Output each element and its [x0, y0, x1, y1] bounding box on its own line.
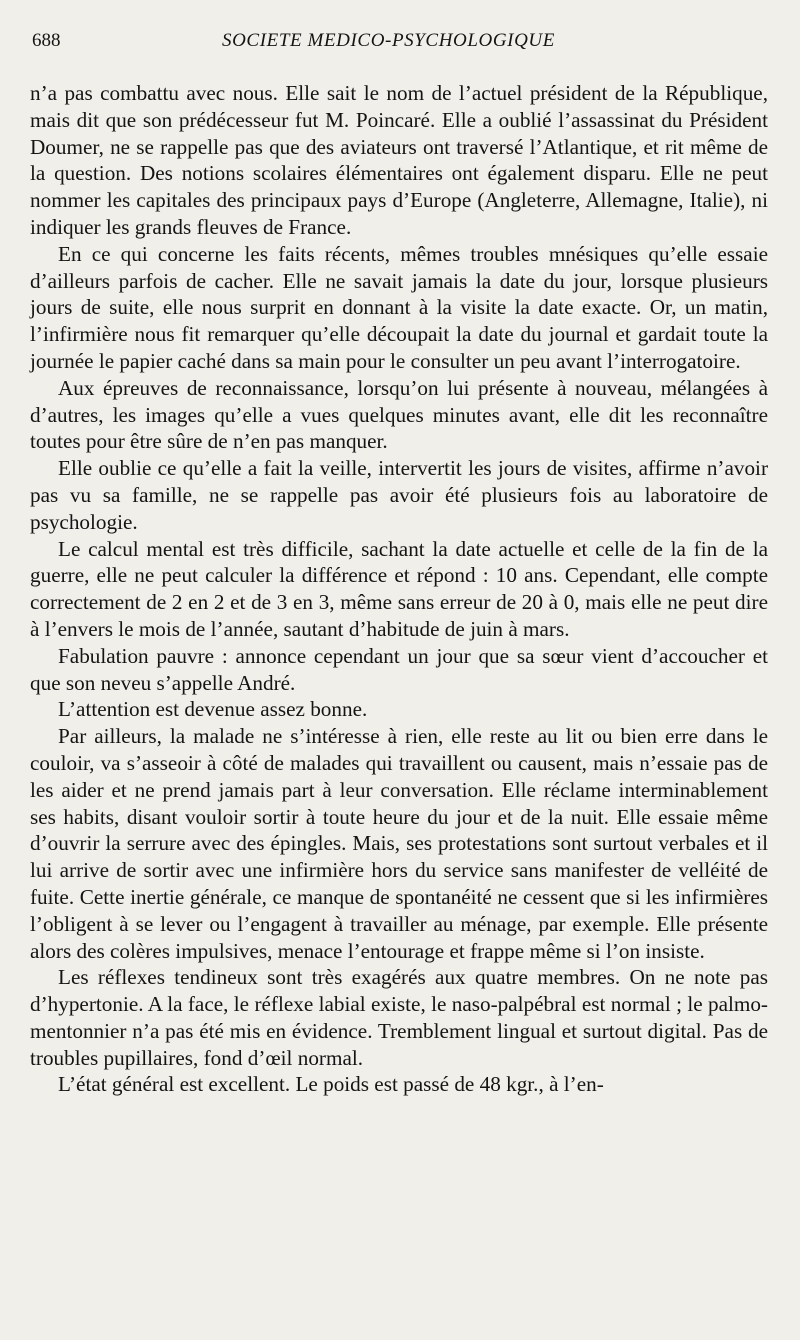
- body-text: [30, 80, 768, 1098]
- paragraph: n’a pas combattu avec nous. Elle sait le nom de l’actuel président de la République, mais dit que son prédécesseur fut M. Poincaré. Elle a oublié l’assassinat du Président Doumer, ne se rappelle pas que des aviateurs ont traversé l’Atlantique, et rit même de la question. Des notions scolaires élémentaires ont également disparu. Elle ne peut nommer les capitales des principaux pays d’Europe (Angleterre, Allemagne, Italie), ni indiquer les grands fleuves de France.: [30, 81, 768, 239]
- paragraph: L’attention est devenue assez bonne.: [58, 697, 368, 722]
- paragraph: Fabulation pauvre : annonce cependant un jour que sa sœur vient d’accoucher et que son neveu s’appelle André.: [30, 643, 768, 695]
- paragraph: Par ailleurs, la malade ne s’intéresse à rien, elle reste au lit ou bien erre dans le couloir, va s’asseoir à côté de malades qui travaillent ou causent, mais n’essaie pas de les aider et ne prend jamais part à leur conversation. Elle réclame interminablement ses habits, disant vouloir sortir à toute heure du jour et de la nuit. Elle essaie même d’ouvrir la serrure avec des épingles. Mais, ses protestations sont surtout verbales et il lui arrive de sortir avec une infirmière hors du service sans manifester de velléité de fuite. Cette inertie générale, ce manque de spontanéité ne cessent que si les infirmières l’obligent à se lever ou l’engagent à travailler au ménage, par exemple. Elle présente alors des colères impulsives, menace l’entourage et frappe même si l’on insiste.: [30, 724, 768, 963]
- paragraph: Les réflexes tendineux sont très exagérés aux quatre membres. On ne note pas d’hypertonie. A la face, le réflexe labial existe, le naso-palpébral est normal ; le palmo-mentonnier n’a pas été mis en évidence. Tremblement lingual et surtout digital. Pas de troubles pupillaires, fond d’œil normal.: [30, 965, 768, 1070]
- paragraph: Le calcul mental est très difficile, sachant la date actuelle et celle de la fin de la guerre, elle ne peut calculer la différence et répond : 10 ans. Cependant, elle compte correctement de 2 en 2 et de 3 en 3, même sans erreur de 20 à 0, mais elle ne peut dire à l’envers le mois de l’année, sautant d’habitude de juin à mars.: [30, 536, 768, 641]
- paragraph: L’état général est excellent. Le poids est passé de 48 kgr., à l’en-: [58, 1072, 604, 1097]
- paragraph: Elle oublie ce qu’elle a fait la veille, intervertit les jours de visites, affirme n’avoir pas vu sa famille, ne se rappelle pas avoir été plusieurs fois au laboratoire de psychologie.: [30, 456, 768, 534]
- paragraph: En ce qui concerne les faits récents, mêmes troubles mnésiques qu’elle essaie d’ailleurs parfois de cacher. Elle ne savait jamais la date du jour, lorsque plusieurs jours de suite, elle nous surprit en donnant à la visite la date exacte. Or, un matin, l’infirmière nous fit remarquer qu’elle découpait la date du journal et gardait toute la journée le papier caché dans sa main pour le consulter un peu avant l’interrogatoire.: [30, 241, 768, 373]
- journal-title: SOCIETE MEDICO-PSYCHOLOGIQUE: [222, 30, 555, 51]
- paragraph: Aux épreuves de reconnaissance, lorsqu’on lui présente à nouveau, mélangées à d’autres, les images qu’elle a vues quelques minutes avant, elle dit les reconnaître toutes pour être sûre de n’en pas manquer.: [30, 375, 768, 454]
- running-head: [32, 30, 768, 60]
- page-number: 688: [32, 30, 61, 51]
